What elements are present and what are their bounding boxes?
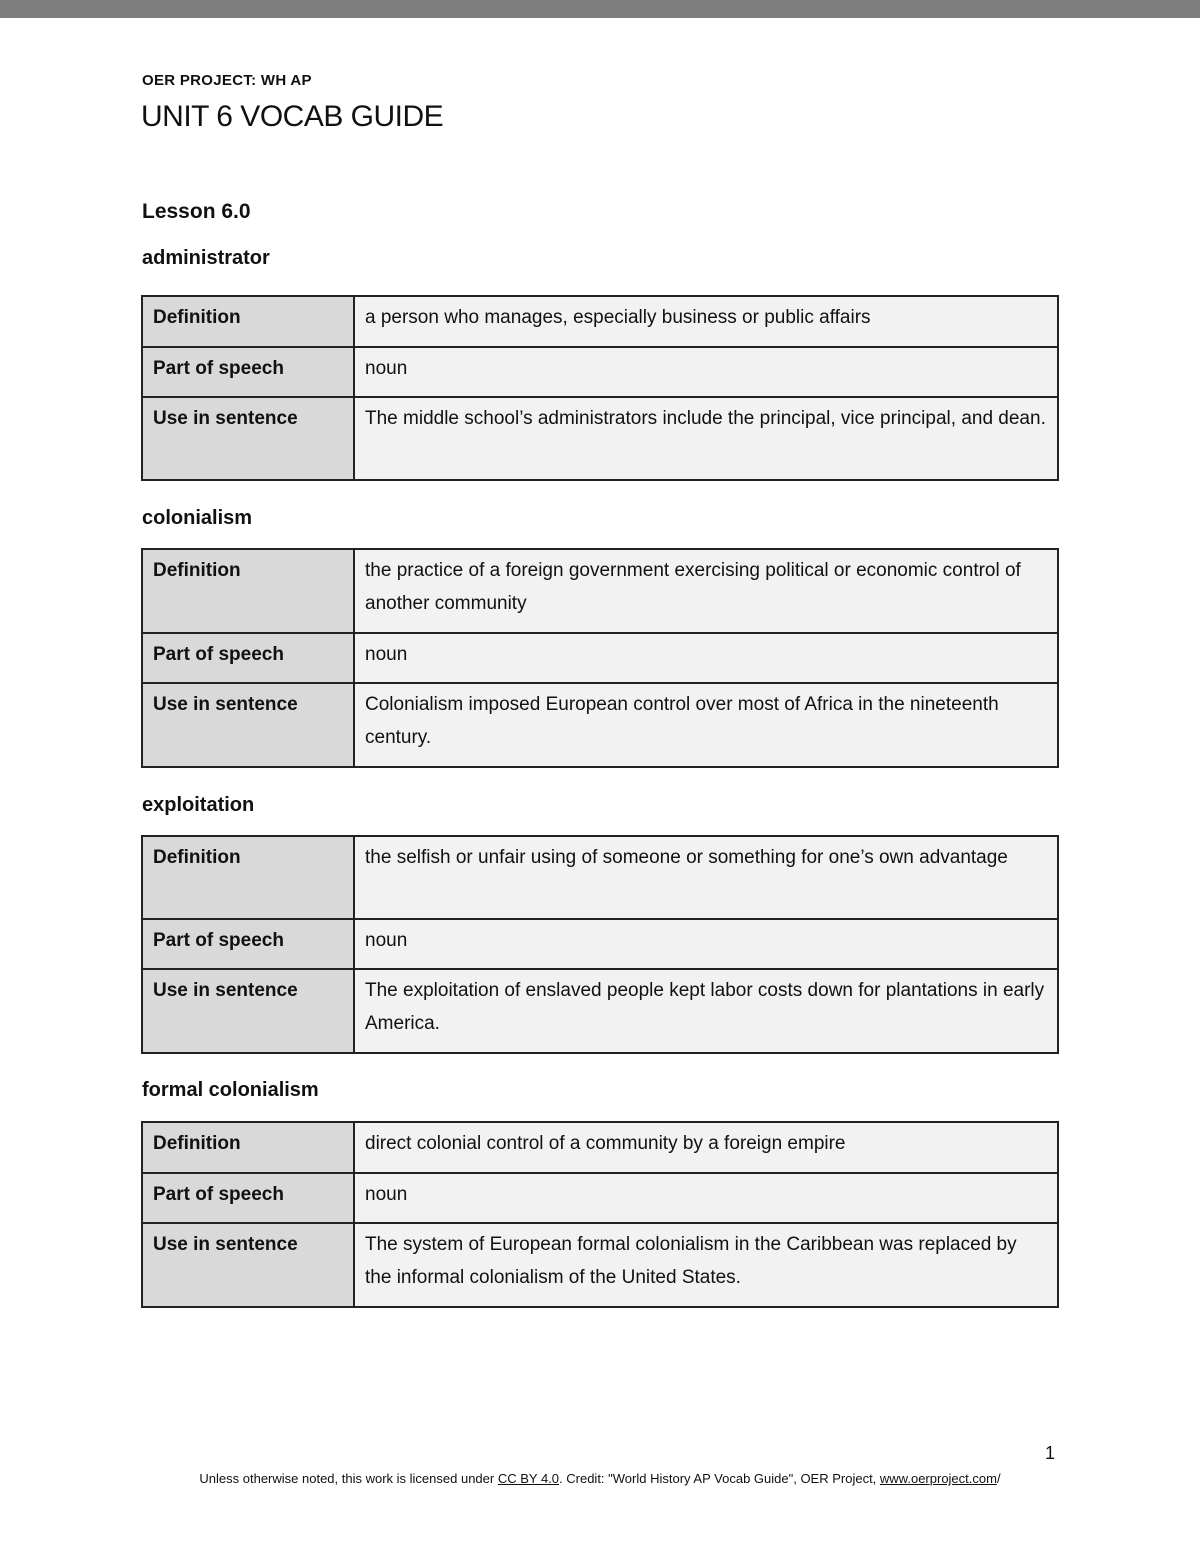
sentence-label: Use in sentence <box>142 397 354 480</box>
lesson-heading: Lesson 6.0 <box>142 200 251 223</box>
definition-row <box>142 836 1058 919</box>
license-link[interactable]: CC BY 4.0 <box>497 1471 560 1486</box>
definition-label: Definition <box>142 836 354 919</box>
page-title: UNIT 6 VOCAB GUIDE <box>141 100 444 133</box>
definition-row <box>142 296 1058 347</box>
page-number: 1 <box>1045 1443 1056 1463</box>
sentence-value: Colonialism imposed European control over most of Africa in the nineteenth century. <box>354 683 1058 767</box>
part-of-speech-value: noun <box>354 347 1058 397</box>
footer-credit: . Credit: "World History AP Vocab Guide", OER Project, <box>559 1471 880 1486</box>
definition-label: Definition <box>142 1122 354 1173</box>
vocab-table <box>141 1121 1059 1308</box>
sentence-row <box>142 969 1058 1053</box>
term-heading: exploitation <box>142 794 255 816</box>
footer-prefix: Unless otherwise noted, this work is licensed under <box>199 1471 498 1486</box>
part-of-speech-row <box>142 919 1058 969</box>
part-of-speech-value: noun <box>354 919 1058 969</box>
part-of-speech-row <box>142 1173 1058 1223</box>
term-heading: administrator <box>142 247 270 269</box>
part-of-speech-row <box>142 633 1058 683</box>
definition-label: Definition <box>142 296 354 347</box>
project-label: OER PROJECT: WH AP <box>142 72 312 89</box>
sentence-row <box>142 397 1058 480</box>
license-footer <box>0 1471 1200 1486</box>
part-of-speech-label: Part of speech <box>142 1173 354 1223</box>
part-of-speech-value: noun <box>354 1173 1058 1223</box>
sentence-label: Use in sentence <box>142 683 354 767</box>
part-of-speech-label: Part of speech <box>142 633 354 683</box>
part-of-speech-label: Part of speech <box>142 919 354 969</box>
definition-row <box>142 549 1058 633</box>
sentence-value: The system of European formal colonialism in the Caribbean was replaced by the informal colonialism of the United States. <box>354 1223 1058 1307</box>
definition-value: direct colonial control of a community by a foreign empire <box>354 1122 1058 1173</box>
term-heading: formal colonialism <box>142 1079 319 1101</box>
part-of-speech-row <box>142 347 1058 397</box>
sentence-label: Use in sentence <box>142 969 354 1053</box>
definition-label: Definition <box>142 549 354 633</box>
term-heading: colonialism <box>142 507 253 529</box>
vocab-table <box>141 548 1059 768</box>
top-bar <box>0 0 1200 18</box>
part-of-speech-label: Part of speech <box>142 347 354 397</box>
definition-row <box>142 1122 1058 1173</box>
footer-suffix: / <box>996 1471 1001 1486</box>
sentence-row <box>142 1223 1058 1307</box>
sentence-value: The middle school’s administrators include the principal, vice principal, and dean. <box>354 397 1058 480</box>
sentence-value: The exploitation of enslaved people kept labor costs down for plantations in early America. <box>354 969 1058 1053</box>
definition-value: the practice of a foreign government exercising political or economic control of another community <box>354 549 1058 633</box>
sentence-label: Use in sentence <box>142 1223 354 1307</box>
part-of-speech-value: noun <box>354 633 1058 683</box>
vocab-table <box>141 295 1059 481</box>
definition-value: a person who manages, especially business or public affairs <box>354 296 1058 347</box>
vocab-table <box>141 835 1059 1054</box>
definition-value: the selfish or unfair using of someone or something for one’s own advantage <box>354 836 1058 919</box>
website-link[interactable]: www.oerproject.com <box>879 1471 997 1486</box>
sentence-row <box>142 683 1058 767</box>
